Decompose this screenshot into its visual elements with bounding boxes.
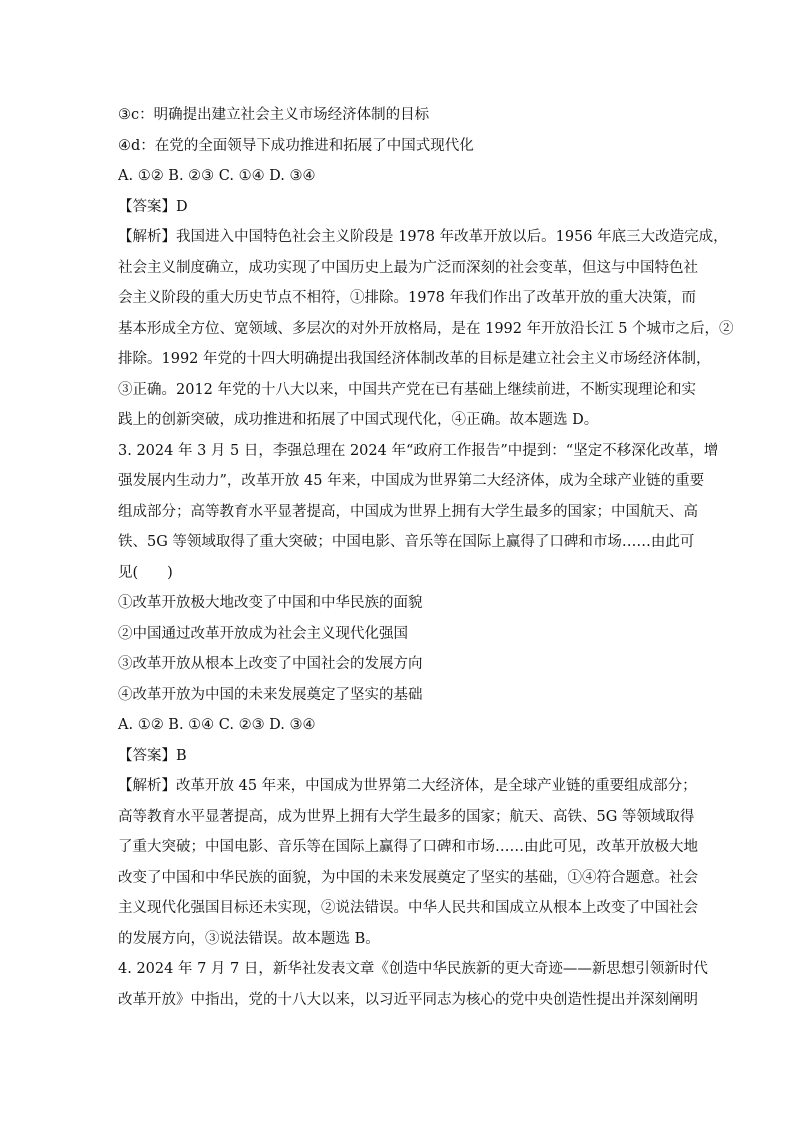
q3-analysis — [118, 771, 698, 954]
q3-stem — [118, 436, 719, 589]
q3-stem-line: 强发展内生动力”，改革开放 45 年来，中国成为世界第二大经济体，成为全球产业链的重要 — [118, 473, 705, 489]
q2-analysis-line: 【解析】我国进入中国特色社会主义阶段是 1978 年改革开放以后。1956 年底三大改造完成， — [118, 229, 728, 245]
q3-analysis-line: 的发展方向，③说法错误。故本题选 B。 — [118, 930, 380, 947]
document-body — [118, 100, 734, 1015]
q2-analysis-line: 会主义阶段的重大历史节点不相符，①排除。1978 年我们作出了改革开放的重大决策，而 — [118, 290, 697, 306]
q3-answer: 【答案】B — [118, 747, 187, 764]
q2-analysis-line: 社会主义制度确立，成功实现了中国历史上最为广泛而深刻的社会变革，但这与中国特色社 — [118, 259, 698, 276]
q3-option-4: ④改革开放为中国的未来发展奠定了坚实的基础 — [118, 686, 423, 703]
q3-analysis-line: 了重大突破；中国电影、音乐等在国际上赢得了口碑和市场……由此可见，改革开放极大地 — [118, 839, 698, 855]
q3-stem-line: 铁、5G 等领域取得了重大突破；中国电影、音乐等在国际上赢得了口碑和市场……由此可 — [118, 534, 695, 550]
q2-choices: A. ①② B. ②③ C. ①④ D. ③④ — [118, 168, 316, 184]
q3-option-1: ①改革开放极大地改变了中国和中华民族的面貌 — [118, 595, 423, 611]
q3-choices: A. ①② B. ①④ C. ②③ D. ③④ — [118, 717, 316, 733]
q2-option-3: ③c：明确提出建立社会主义市场经济体制的目标 — [118, 107, 430, 123]
q2-analysis-line: ③正确。2012 年党的十八大以来，中国共产党在已有基础上继续前进，不断实现理论和实 — [118, 381, 697, 398]
q2-analysis-line: 排除。1992 年党的十四大明确提出我国经济体制改革的目标是建立社会主义市场经济体制， — [118, 351, 711, 367]
q4-stem-line: 4. 2024 年 7 月 7 日，新华社发表文章《创造中华民族新的更大奇迹——新思想引领新时代 — [118, 961, 708, 977]
q3-option-2: ②中国通过改革开放成为社会主义现代化强国 — [118, 625, 408, 642]
q3-analysis-line: 改变了中国和中华民族的面貌，为中国的未来发展奠定了坚实的基础，①④符合题意。社会 — [118, 869, 698, 886]
q2-answer: 【答案】D — [118, 198, 188, 215]
q3-stem-line: 组成部分；高等教育水平显著提高，中国成为世界上拥有大学生最多的国家；中国航天、高 — [118, 503, 698, 520]
q3-option-3: ③改革开放从根本上改变了中国社会的发展方向 — [118, 656, 423, 672]
q2-analysis-line: 践上的创新突破，成功推进和拓展了中国式现代化，④正确。故本题选 D。 — [118, 412, 599, 428]
q2-option-4: ④d：在党的全面领导下成功推进和拓展了中国式现代化 — [118, 137, 474, 154]
q2-analysis — [118, 222, 734, 436]
q3-analysis-line: 主义现代化强国目标还未实现，②说法错误。中华人民共和国成立从根本上改变了中国社会 — [118, 900, 698, 916]
q2-analysis-line: 基本形成全方位、宽领域、多层次的对外开放格局，是在 1992 年开放沿长江 5 个城市之后，② — [118, 320, 734, 337]
q3-stem-line: 3. 2024 年 3 月 5 日，李强总理在 2024 年“政府工作报告”中提到：“坚定不移深化改革，增 — [118, 442, 719, 459]
q3-analysis-line: 高等教育水平显著提高，成为世界上拥有大学生最多的国家；航天、高铁、5G 等领域取得 — [118, 808, 695, 825]
q4-stem — [118, 954, 708, 1015]
q4-stem-line: 改革开放》中指出，党的十八大以来，以习近平同志为核心的党中央创造性提出并深刻阐明 — [118, 991, 698, 1008]
q3-analysis-line: 【解析】改革开放 45 年来，中国成为世界第二大经济体，是全球产业链的重要组成部分； — [118, 778, 697, 794]
q3-stem-line: 见( ) — [118, 564, 173, 581]
